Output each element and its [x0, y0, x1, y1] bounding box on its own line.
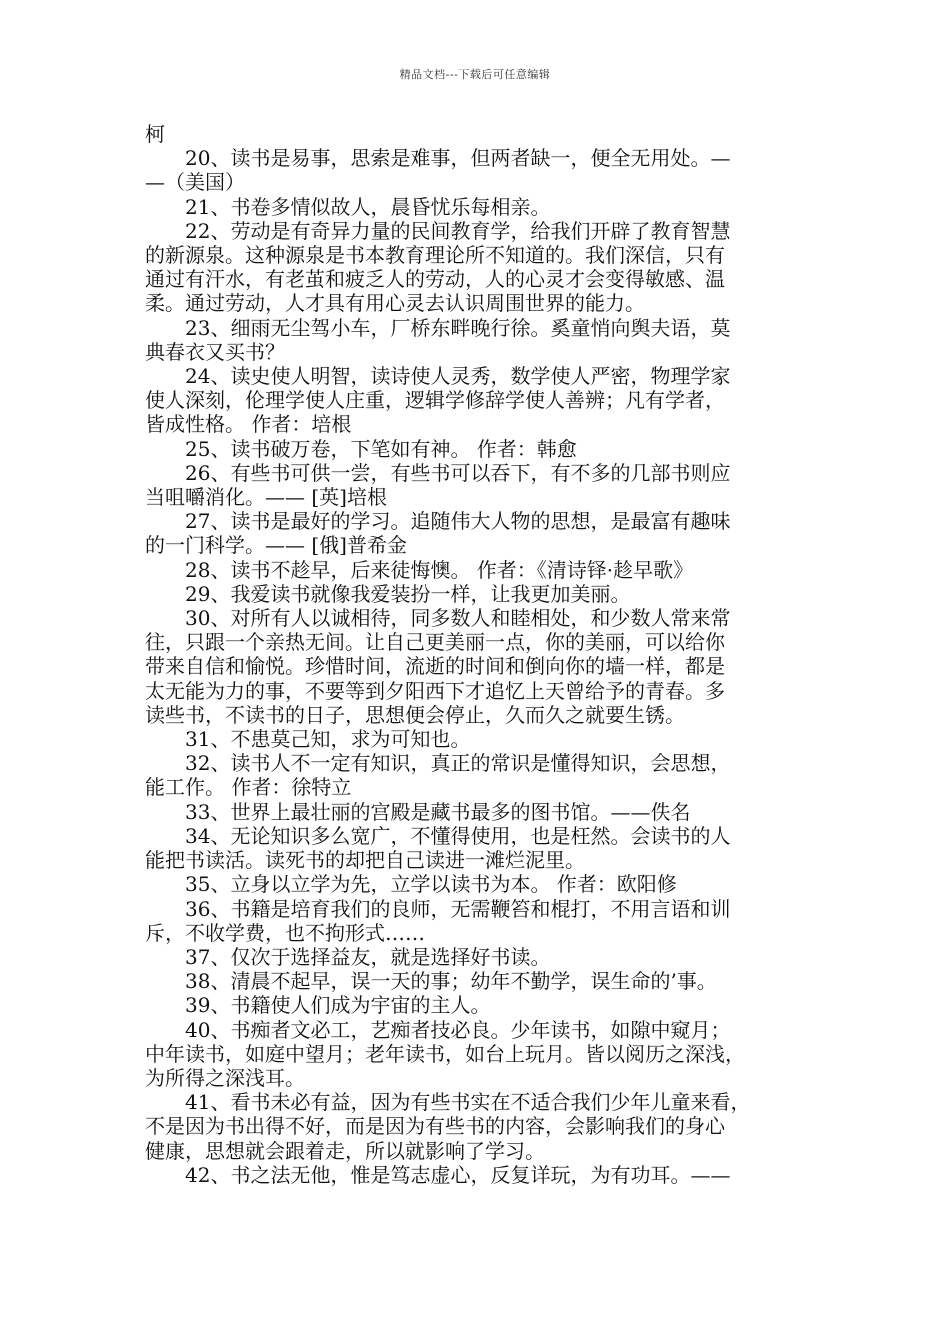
text-line: 24、读史使人明智，读诗使人灵秀，数学使人严密，物理学家 — [185, 364, 731, 389]
text-line: 40、书痴者文必工，艺痴者技必良。少年读书，如隙中窥月； — [185, 1017, 731, 1042]
text-line: 使人深刻，伦理学使人庄重，逻辑学修辞学使人善辨；凡有学者， — [145, 388, 725, 413]
quote-paragraph — [145, 558, 813, 582]
text-line: 21、书卷多情似故人，晨昏忧乐每相亲。 — [185, 194, 551, 219]
quote-paragraph — [145, 316, 813, 364]
text-line: 39、书籍使人们成为宇宙的主人。 — [185, 993, 491, 1018]
text-line: 27、读书是最好的学习。追随伟大人物的思想，是最富有趣味 — [185, 509, 731, 534]
text-line: 能把书读活。读死书的却把自己读进一滩烂泥里。 — [145, 848, 585, 873]
text-line: 26、有些书可供一尝，有些书可以吞下，有不多的几部书则应 — [185, 460, 731, 485]
quote-paragraph — [145, 437, 813, 461]
text-line: 的新源泉。这种源泉是书本教育理论所不知道的。我们深信，只有 — [145, 243, 725, 268]
quote-paragraph — [145, 751, 813, 799]
quote-paragraph — [145, 824, 813, 872]
text-line: 36、书籍是培育我们的良师，无需鞭笞和棍打，不用言语和训 — [185, 896, 731, 921]
quote-paragraph — [145, 727, 813, 751]
quote-paragraph — [145, 122, 813, 146]
text-line: 健康，思想就会跟着走，所以就影响了学习。 — [145, 1138, 545, 1163]
text-line: 25、读书破万卷，下笔如有神。 作者：韩愈 — [185, 436, 577, 461]
quote-paragraph — [145, 195, 813, 219]
text-line: 中年读书，如庭中望月；老年读书，如台上玩月。皆以阅历之深浅， — [145, 1041, 745, 1066]
page-header: 精品文档---下载后可任意编辑 — [399, 68, 551, 81]
text-line: 柯 — [145, 122, 165, 146]
text-line: 往，只跟一个亲热无间。让自己更美丽一点，你的美丽，可以给你 — [145, 630, 725, 655]
document-body — [145, 122, 813, 1187]
quote-paragraph — [145, 509, 813, 557]
text-line: 38、清晨不起早，误一天的事；幼年不勤学，误生命的’事。 — [185, 969, 717, 994]
text-line: 通过有汗水，有老茧和疲乏人的劳动，人的心灵才会变得敏感、温 — [145, 267, 725, 292]
text-line: 柔。通过劳动，人才具有用心灵去认识周围世界的能力。 — [145, 291, 645, 316]
text-line: 28、读书不趁早，后来徒悔懊。 作者：《清诗铎·趁早歌》 — [185, 557, 694, 582]
text-line: 典春衣又买书？ — [145, 339, 285, 364]
text-line: 32、读书人不一定有知识，真正的常识是懂得知识，会思想， — [185, 751, 731, 776]
text-line: 为所得之深浅耳。 — [145, 1065, 305, 1090]
text-line: 太无能为力的事，不要等到夕阳西下才追忆上天曾给予的青春。多 — [145, 678, 725, 703]
quote-paragraph — [145, 1018, 813, 1091]
text-line: 29、我爱读书就像我爱装扮一样，让我更加美丽。 — [185, 581, 631, 606]
quote-paragraph — [145, 582, 813, 606]
text-line: 带来自信和愉悦。珍惜时间，流逝的时间和倒向你的墙一样，都是 — [145, 654, 725, 679]
text-line: 斥，不收学费，也不拘形式…… — [145, 920, 425, 945]
text-line: 35、立身以立学为先，立学以读书为本。 作者：欧阳修 — [185, 872, 677, 897]
quote-paragraph — [145, 146, 813, 194]
text-line: 41、看书未必有益，因为有些书实在不适合我们少年儿童来看， — [185, 1090, 751, 1115]
text-line: 的一门科学。—— [俄]普希金 — [145, 533, 407, 558]
text-line: 23、细雨无尘驾小车，厂桥东畔晚行徐。奚童悄向舆夫语，莫 — [185, 315, 731, 340]
text-line: 读些书，不读书的日子，思想便会停止，久而久之就要生锈。 — [145, 702, 685, 727]
quote-paragraph — [145, 945, 813, 969]
text-line: 37、仅次于选择益友，就是选择好书读。 — [185, 944, 551, 969]
quote-paragraph — [145, 897, 813, 945]
text-line: 31、不患莫己知，求为可知也。 — [185, 727, 471, 752]
text-line: 能工作。 作者：徐特立 — [145, 775, 352, 800]
text-line: 皆成性格。 作者：培根 — [145, 412, 352, 437]
quote-paragraph — [145, 1090, 813, 1163]
quote-paragraph — [145, 219, 813, 316]
text-line: 22、劳动是有奇异力量的民间教育学，给我们开辟了教育智慧 — [185, 218, 731, 243]
quote-paragraph — [145, 969, 813, 993]
text-line: 不是因为书出得不好，而是因为有些书的内容，会影响我们的身心 — [145, 1114, 725, 1139]
text-line: 33、世界上最壮丽的宫殿是藏书最多的图书馆。——佚名 — [185, 799, 691, 824]
quote-paragraph — [145, 461, 813, 509]
text-line: 30、对所有人以诚相待，同多数人和睦相处，和少数人常来常 — [185, 606, 731, 631]
quote-paragraph — [145, 993, 813, 1017]
quote-paragraph — [145, 364, 813, 437]
text-line: 20、读书是易事，思索是难事，但两者缺一，便全无用处。— — [185, 146, 731, 171]
quote-paragraph — [145, 606, 813, 727]
text-line: 34、无论知识多么宽广，不懂得使用，也是枉然。会读书的人 — [185, 823, 731, 848]
quote-paragraph — [145, 1163, 813, 1187]
quote-paragraph — [145, 800, 813, 824]
text-line: —（美国） — [145, 170, 245, 195]
text-line: 当咀嚼消化。—— [英]培根 — [145, 485, 387, 510]
quote-paragraph — [145, 872, 813, 896]
text-line: 42、书之法无他，惟是笃志虚心，反复详玩，为有功耳。—— — [185, 1162, 731, 1187]
